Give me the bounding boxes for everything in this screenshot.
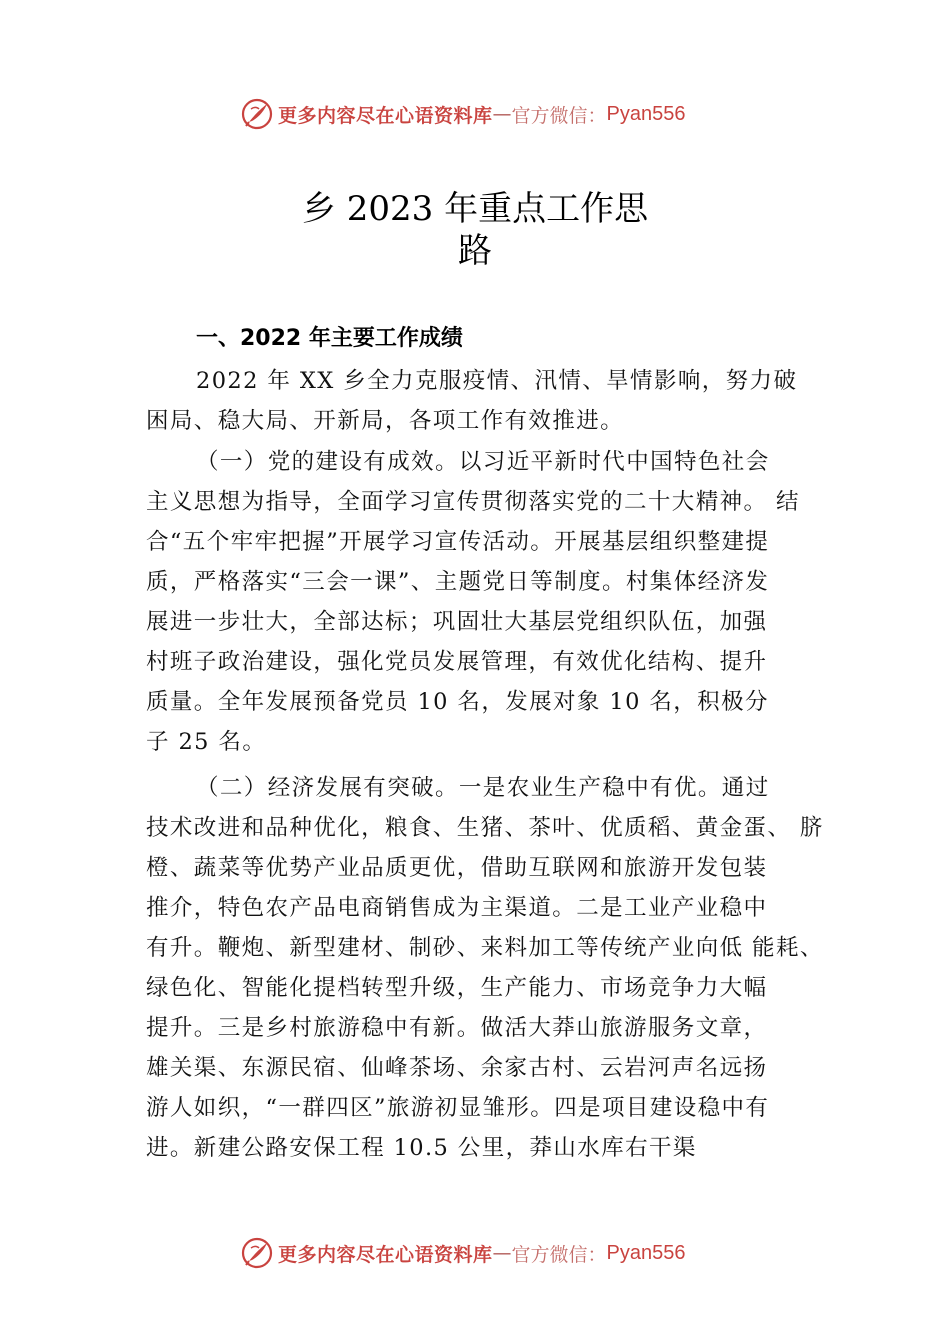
watermark-label: 官方微信：: [511, 1243, 607, 1266]
paragraph-line: 游人如织，“一群四区”旅游初显雏形。四是项目建设稳中有: [146, 1095, 770, 1121]
paragraph-line: 雄关渠、东源民宿、仙峰茶场、余家古村、云岩河声名远扬: [146, 1055, 768, 1081]
document-title-line1: 乡 2023 年重点工作思: [301, 189, 649, 229]
watermark-footer: [240, 1235, 686, 1271]
paragraph-intro: [146, 361, 816, 441]
paragraph-line: 绿色化、智能化提档转型升级，生产能力、市场竞争力大幅: [146, 975, 768, 1001]
paragraph-line: 橙、蔬菜等优势产业品质更优，借助互联网和旅游开发包装: [146, 855, 768, 881]
paragraph-line: 推介，特色农产品电商销售成为主渠道。二是工业产业稳中: [146, 895, 768, 921]
paragraph-line: （一）党的建设有成效。以习近平新时代中国特色社会: [196, 449, 770, 475]
paragraph-line: 技术改进和品种优化，粮食、生猪、茶叶、优质稻、黄金蛋、 脐: [146, 815, 824, 841]
paragraph-line: 2022 年 XX 乡全力克服疫情、汛情、旱情影响，努力破: [196, 368, 798, 394]
quill-pen-logo-icon: [240, 1236, 274, 1270]
watermark-header: [240, 96, 686, 132]
paragraph-line: 子 25 名。: [146, 729, 267, 755]
paragraph-party-building: [146, 442, 816, 762]
watermark-brand: 更多内容尽在心语资料库: [278, 1243, 493, 1266]
paragraph-line: 提升。三是乡村旅游稳中有新。做活大莽山旅游服务文章，: [146, 1015, 768, 1041]
paragraph-line: 展进一步壮大，全部达标；巩固壮大基层党组织队伍，加强: [146, 609, 768, 635]
paragraph-line: 主义思想为指导，全面学习宣传贯彻落实党的二十大精神。 结: [146, 489, 800, 515]
document-title-line2: 路: [458, 231, 492, 271]
watermark-brand: 更多内容尽在心语资料库: [278, 104, 493, 127]
paragraph-line: 质量。全年发展预备党员 10 名，发展对象 10 名，积极分: [146, 689, 769, 715]
paragraph-line: 困局、稳大局、开新局，各项工作有效推进。: [146, 408, 625, 434]
watermark-account: Pyan556: [606, 102, 686, 125]
watermark-separator: —: [492, 1242, 512, 1264]
paragraph-line: 进。新建公路安保工程 10.5 公里，莽山水库右干渠: [146, 1135, 697, 1161]
paragraph-line: 合“五个牢牢把握”开展学习宣传活动。开展基层组织整建提: [146, 529, 770, 555]
watermark-separator: —: [492, 103, 512, 125]
watermark-label: 官方微信：: [511, 104, 607, 127]
paragraph-line: 有升。鞭炮、新型建材、制砂、来料加工等传统产业向低 能耗、: [146, 935, 824, 961]
quill-pen-logo-icon: [240, 97, 274, 131]
paragraph-line: （二）经济发展有突破。一是农业生产稳中有优。通过: [196, 775, 770, 801]
watermark-account: Pyan556: [606, 1241, 686, 1264]
paragraph-economy: [146, 768, 824, 1168]
section-heading: 一、2022 年主要工作成绩: [196, 326, 463, 351]
paragraph-line: 质，严格落实“三会一课”、主题党日等制度。村集体经济发: [146, 569, 770, 595]
paragraph-line: 村班子政治建设，强化党员发展管理，有效优化结构、提升: [146, 649, 768, 675]
